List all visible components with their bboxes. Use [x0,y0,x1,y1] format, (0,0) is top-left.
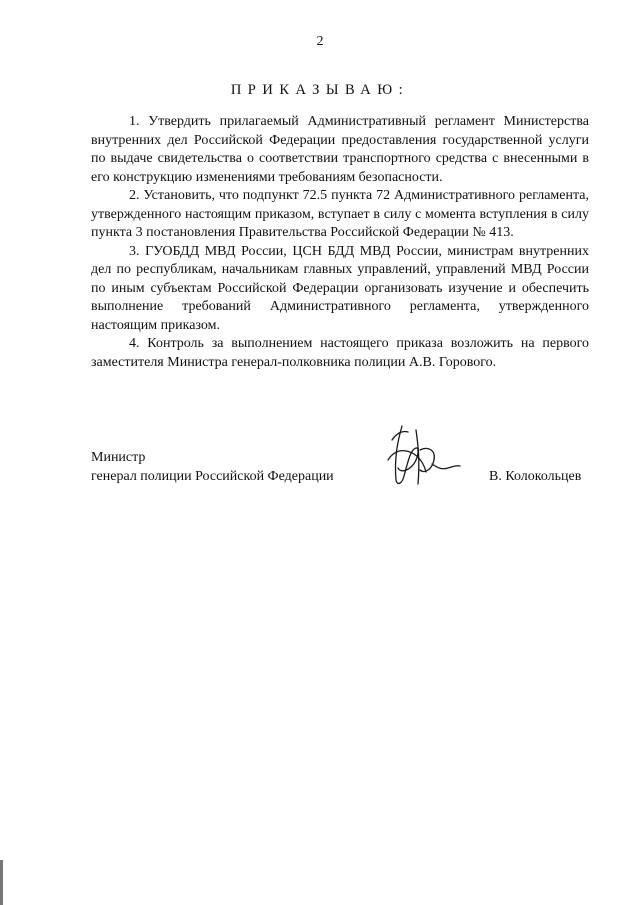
signatory-title: Министр [91,450,146,465]
scan-edge-mark [0,860,3,905]
order-item-2: 2. Установить, что подпункт 72.5 пункта 72 Административного регламента, утвержденного настоящим приказом, вступает в силу с момента вступления в силу пункта 3 постановления Правительства Российской Федерации № 413. [91,188,589,240]
page-number: 2 [316,34,324,49]
signatory-position [91,448,334,486]
signatory-rank: генерал полиции Российской Федерации [91,469,334,484]
order-item-1: 1. Утвердить прилагаемый Административный регламент Министерства внутренних дел Российской Федерации предоставления государственной услуги по выдаче свидетельства о соответствии транспортного средства с внесенными в его конструкцию изменениями требованиям безопасности. [91,114,589,185]
order-body [91,113,589,372]
handwritten-signature [380,420,465,490]
order-heading: ПРИКАЗЫВАЮ: [230,82,410,98]
order-item-4: 4. Контроль за выполнением настоящего приказа возложить на первого заместителя Министра генерал-полковника полиции А.В. Горового. [91,336,589,370]
signatory-name: В. Колокольцев [489,469,582,484]
order-item-3: 3. ГУОБДД МВД России, ЦСН БДД МВД России, министрам внутренних дел по республикам, начальникам главных управлений, управлений МВД России по иным субъектам Российской Федерации организовать изучение и обеспечить выполнение требований Административного регламента, утвержденного настоящим приказом. [91,243,589,333]
